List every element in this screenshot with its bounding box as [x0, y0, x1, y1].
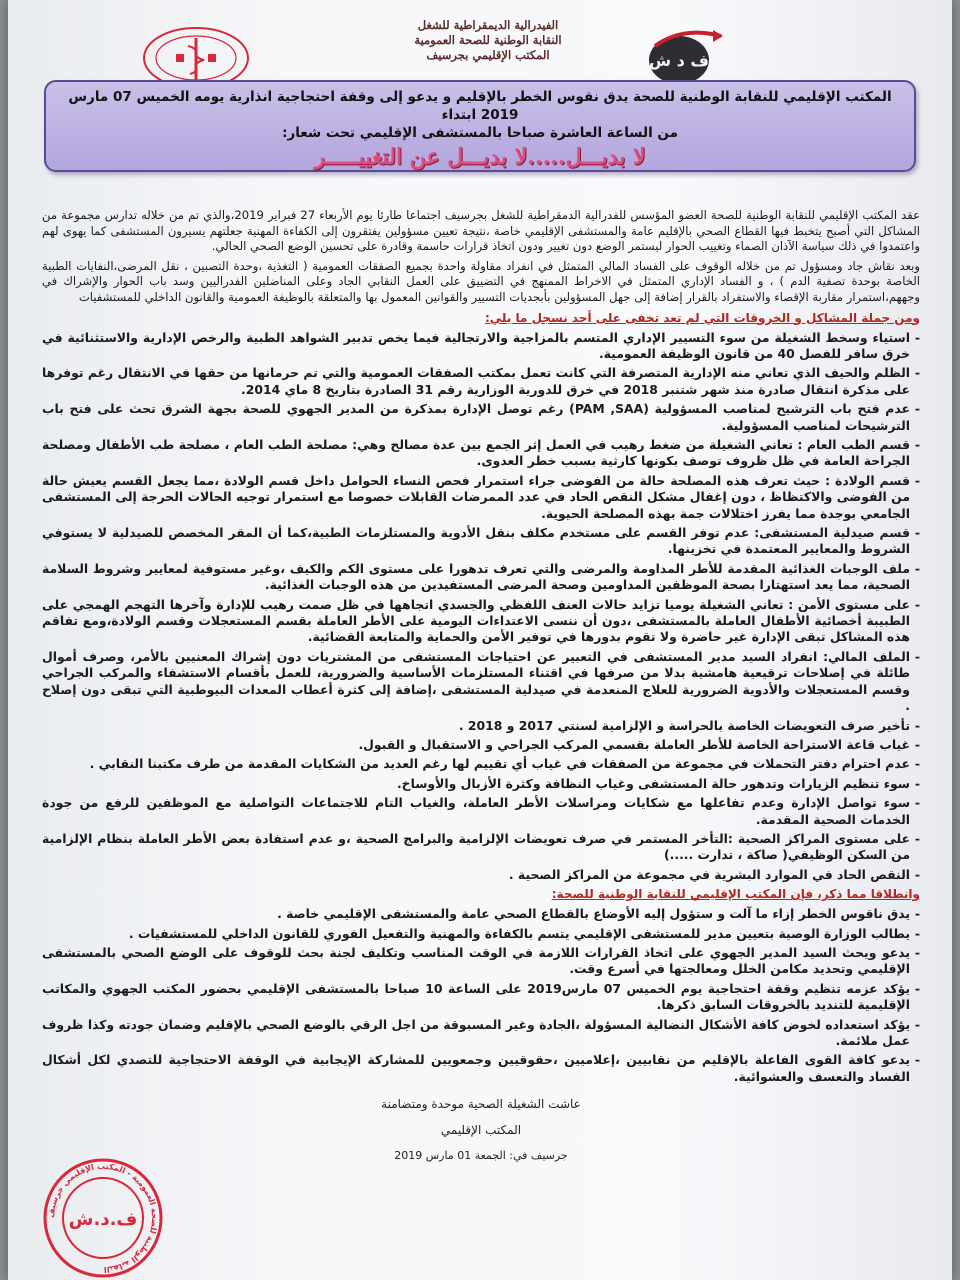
problem-item: - ملف الوجبات الغذائية المقدمة للأطر المداومة والمرضى والتي تعرف تدهورا على مستوى الكم والكيف ،وغير مستوفية لمعايير وشروط السلامة الصحية، مما يعد استهتارا بصحة الموظفين المداومين وصحة المرضى المستفيدين من هذه الوجبات الغذائية. — [42, 561, 920, 594]
stamp-ring-path: النقابة الوطنية للصحة العمومية - المكتب الإقليمي جرسيف — [46, 1161, 160, 1275]
org-line-union: النقابة الوطنية للصحة العمومية — [414, 33, 562, 47]
demands-heading: وانطلاقا مما ذكر، فإن المكتب الإقليمي للنقابة الوطنية للصحة: — [551, 887, 920, 902]
problem-item: - قسم الطب العام : تعاني الشغيلة من ضغط رهيب في العمل إثر الجمع بين عدة مصالح وهي: مصلحة الطب العام ، مصلحة طب الأطفال ومصلحة الجراحة العامة في ظل ظروف توصف بكونها كارثية بسبب خطر العدوى. — [42, 437, 920, 470]
banner-line-2: من الساعة العاشرة صباحا بالمستشفى الإقليمي تحت شعار: — [282, 125, 678, 141]
banner-line-1: المكتب الإقليمي للنقابة الوطنية للصحة يدق نقوس الخطر بالإقليم و يدعو إلى وقفة احتجاجية انذارية يومه الخميس 07 مارس 2019 ابتداء — [68, 89, 892, 123]
official-stamp — [40, 1155, 166, 1280]
problem-item: - غياب قاعة الاستراحة الخاصة للأطر العاملة بقسمي المركب الجراحي و الاستقبال و القبول. — [42, 737, 920, 753]
intro-paragraph: وبعد نقاش جاد ومسؤول تم من خلاله الوقوف على الفساد المالي المتمثل في انفراد مقاولة واحدة بجميع الصفقات العمومية ( التغذية ،وحدة التصبين ، نقل المرضى،النفايات الطبية الخاصة بوحدة تصفية الدم ) ، و الفساد الإداري المتمثل في الاخراط الممنهج في التضييق على العمل النقابي الجاد وعلى المناضلين الفدراليين وسد باب الحوار والإشراك في وجههم،استمرار مقاربة الإقصاء والاستفراد بالقرار إضافة إلى جهل المسؤولين بأبجديات التسيير والقوانين المعمول بها والمتعلقة بالوظيفة العمومية والقانون الداخلي للمستشفيات — [42, 258, 920, 304]
org-line-office: المكتب الإقليمي بجرسيف — [426, 48, 550, 62]
problem-item: - الملف المالي: انفراد السيد مدير المستشفى في التعبير عن احتياجات المستشفى من المشتريات دون إشراك المعنيين بالأمر، وصرف أموال طائلة في إصلاحات ترقيعية هامشية بدلا من صرفها في اقتناء المستلزمات الأساسية والضرورية، للعمل بأقسام الاستشفاء والمركب الجراحي وقسم المستعجلات والأدوية الضرورية للعلاج المنعدمة في صيدلية المستشفى ،إضافة إلى كثرة أعطاب المعدات البيوطبية التي تبقى دون إصلاح . — [42, 649, 920, 715]
document-page — [8, 0, 952, 1280]
demand-item: - يؤكد استعداده لخوض كافة الأشكال النضالية المسؤولة ،الجادة وغير المسبوقة من اجل الرقي بالوضع الصحي بالإقليم وضمان جودته وكذا ظروف عمل ملائمة. — [42, 1017, 920, 1050]
closing-motto: عاشت الشغيلة الصحية موحدة ومتضامنة — [381, 1097, 581, 1112]
closing-block — [42, 1091, 920, 1169]
problem-item: - سوء تواصل الإدارة وعدم تفاعلها مع شكايات ومراسلات الأطر العاملة، والغياب التام للاجتماعات التواصلية مع الموظفين للرفع من جودة الخدمات الصحية المقدمة. — [42, 795, 920, 828]
organization-names — [338, 18, 638, 63]
problem-item: - قسم صيدلية المستشفى: عدم توفر القسم على مستخدم مكلف بنقل الأدوية والمستلزمات الطبية،كما أن المقر المخصص للصيدلية لا يستوفي الشروط والمعايير المعتمدة في تخزينها. — [42, 525, 920, 558]
problem-item: - النقص الحاد في الموارد البشرية في مجموعة من المراكز الصحية . — [42, 867, 920, 883]
problem-item: - قسم الولادة : حيث تعرف هذه المصلحة حالة من الفوضى جراء استمرار فحص النساء الحوامل داخل قسم الولادة ،مما يجعل القسم يعيش حالة من الفوضى والاكتظاظ ، دون إغفال مشكل النقص الحاد في عدد الممرضات القابلات خصوصا مع استمرار توجيه الحالات الحرجة إلى المستشفى الجامعي بوجدة مما يفرز اختلالات جمة بهذه المصلحة الحيوية. — [42, 473, 920, 522]
problem-item: - على مستوى الأمن : تعاني الشغيلة يوميا تزايد حالات العنف اللفظي والجسدي اتجاهها في ظل صمت رهيب للإدارة وآخرها التهجم الهمجي على الطبيبة أخصائية الأطفال العاملة بالمستشفى ،دون أن ننسى الاعتداءات اليومية على الأطر العاملة بقسم المستعجلات وقسم الولادة،ومع تفاقم هذه المشاكل تبقى الإدارة غير حاضرة ولا تقوم بدورها في توفير الأمن والحماية والمتابعة القضائية. — [42, 597, 920, 646]
demand-item: - يدعو ويحث السيد المدير الجهوي على اتخاذ القرارات اللازمة في الوقت المناسب وتكليف لجنة بحث للوقوف على الوضع الصحي بالمستشفى الإقليمي وتحديد مكامن الخلل ومعالجتها في أسرع وقت. — [42, 945, 920, 978]
intro-paragraph: عقد المكتب الإقليمي للنقابة الوطنية للصحة العضو المؤسس للفدرالية الدمقراطية للشغل بجرسيف اجتماعا طارئا يوم الأربعاء 27 فبراير 2019،والذي تم من خلاله تدارس مجموعة من المشاكل التي أصبح يتخبط فيها القطاع الصحي بالإقليم عامة والمستشفى الإقليمي خاصة ،نتيجة تعيين مسؤولين يفتقرون إلى الكفاءة المهنية جعلتهم يسيرون المستشفى كما يهوى لهم واعتمدوا في ذلك سياسة الآذان الصماء وتغييب الحوار ليستمر الوضع دون تغيير ودون اتخاذ قرارات حاسمة وقادرة على تحسين الوضع الصحي الحالي. — [42, 208, 921, 254]
letterhead — [8, 18, 952, 82]
banner-slogan: لا بديـــل.....لا بديـــل عن التغييـــــر — [314, 144, 646, 170]
problem-item: - الظلم والحيف الذي تعاني منه الإدارية المتصرفة التي كانت تعمل بمكتب الصفقات العمومية والتي تم حرمانها من حقها في الانتقال رغم توفرها على مذكرة انتقال صادرة منذ شهر شتنبر 2018 في خرق للدورية الوزارية رقم 31 الصادرة بتاريخ 8 ماي 2014. — [42, 365, 920, 398]
place-date: جرسيف في: الجمعة 01 مارس 2019 — [394, 1149, 568, 1163]
problem-item: - سوء تنظيم الزيارات وتدهور حالة المستشفى وغياب النظافة وكثرة الأزبال والأوساخ. — [42, 776, 920, 792]
demand-item: - يدعو كافة القوى الفاعلة بالإقليم من نقابيين ،إعلاميين ،حقوقيين وجمعويين للمشاركة الإيجابية في الوقفة الاحتجاجية للتصدي لكل أشكال الفساد والتعسف والعشوائية. — [42, 1052, 920, 1085]
problem-item: - عدم احترام دفتر التحملات في مجموعة من الصفقات في غياب أي تقييم لها رغم العديد من الشكايات المقدمة من طرف مكتبنا النقابي . — [42, 756, 920, 772]
stamp-center-text: ف.د.ش — [68, 1209, 138, 1230]
org-line-federation: الفيدرالية الديمقراطية للشغل — [417, 18, 559, 32]
demand-item: - يطالب الوزارة الوصية بتعيين مدير للمستشفى الإقليمي يتسم بالكفاءة والمهنية والتفعيل الفوري للقانون الداخلي للمستشفيات . — [42, 926, 920, 942]
signature-line: المكتب الإقليمي — [440, 1123, 522, 1138]
problems-heading: ومن جملة المشاكل و الخروقات التي لم تعد تخفى على أحد نسجل ما يلي: — [484, 310, 920, 325]
demand-item: - يؤكد عزمه تنظيم وقفة احتجاجية يوم الخميس 07 مارس2019 على الساعة 10 صباحا بالمستشفى الإقليمي بحضور المكتب الجهوي والمكاتب الإقليمية للتنديد بالخروقات السابق ذكرها. — [42, 981, 920, 1014]
problem-item: - استياء وسخط الشغيلة من سوء التسيير الإداري المتسم بالمزاجية والارتجالية فيما يخص تدبير الشواهد الطبية والرخص الإدارية والاستثنائية في خرق سافر للفصل 40 من قانون الوظيفة العمومية. — [42, 330, 920, 363]
demand-item: - يدق ناقوس الخطر إزاء ما آلت و ستؤول إليه الأوضاع بالقطاع الصحي عامة والمستشفى الإقليمي خاصة . — [42, 906, 920, 922]
announcement-banner — [44, 80, 916, 172]
problem-item: - عدم فتح باب الترشيح لمناصب المسؤولية (PAM ,SAA) رغم توصل الإدارة بمذكرة من المدير الجهوي للصحة بجهة الشرق تحث على فتح باب الترشيحات لمناصب المسؤولية. — [42, 401, 920, 434]
problem-item: - تأخير صرف التعويضات الخاصة بالحراسة و الإلزامية لسنتي 2017 و 2018 . — [42, 718, 920, 734]
demands-list — [42, 906, 920, 1085]
problems-list — [42, 330, 920, 884]
statement-body — [42, 208, 920, 1169]
problem-item: - على مستوى المراكز الصحية :التأخر المستمر في صرف تعويضات الإلزامية والبرامج الصحية ،و عدم استفادة بعض الأطر العاملة بنظام الإلزامية من السكن الوظيفي( صاكة ، تدارت .....) — [42, 831, 920, 864]
fdt-logo-text: ف د ش — [648, 51, 710, 70]
